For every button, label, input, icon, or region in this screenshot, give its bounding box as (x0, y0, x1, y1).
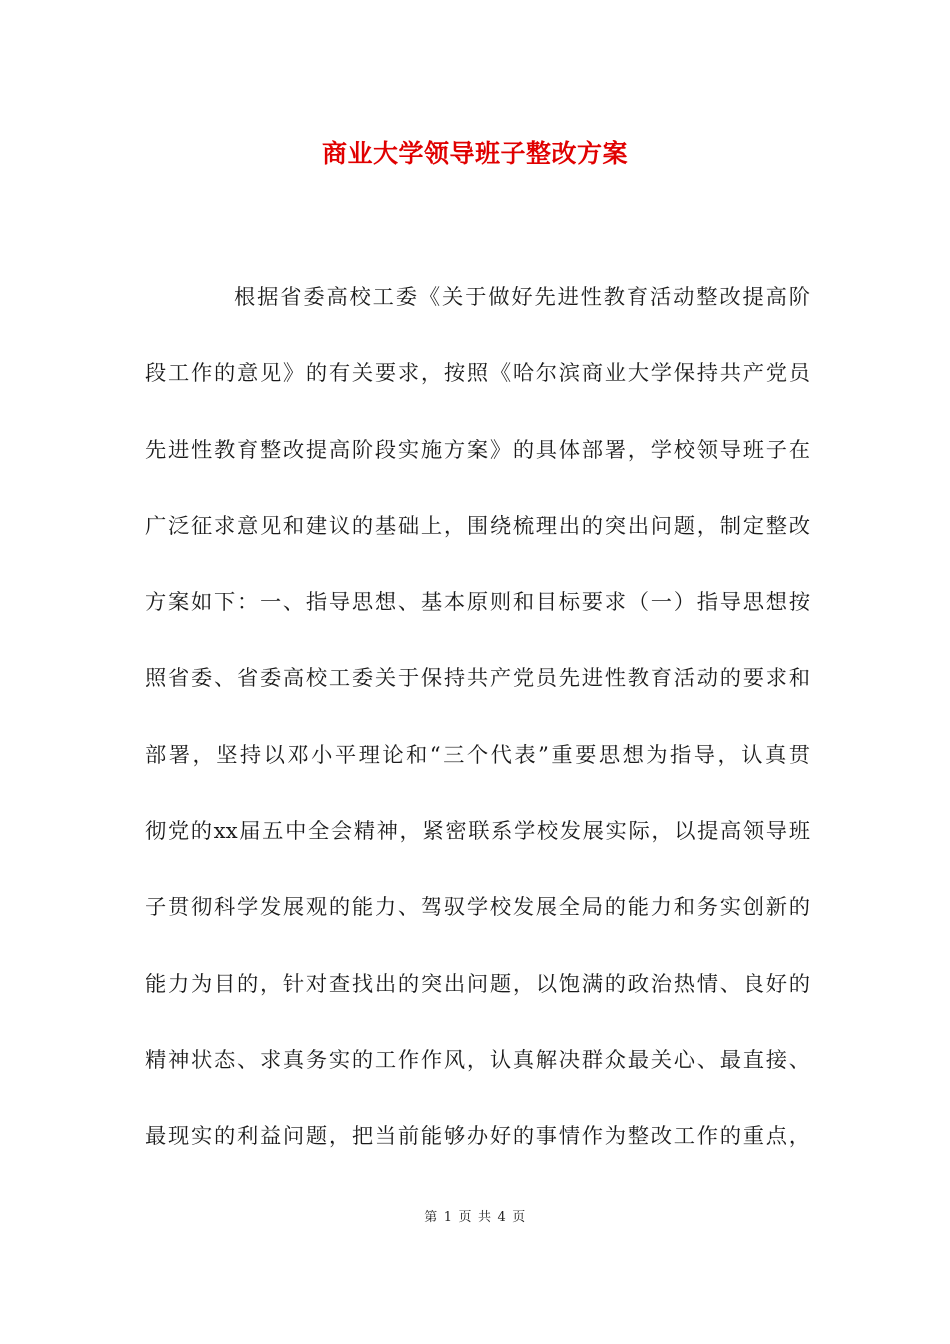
body-line: 方案如下：一、指导思想、基本原则和目标要求（一）指导思想按 (145, 590, 810, 616)
footer-total-pages: 4 (497, 1210, 507, 1225)
footer-total-label: 共 (478, 1210, 492, 1225)
body-line: 最现实的利益问题，把当前能够办好的事情作为整改工作的重点， (145, 1124, 810, 1150)
footer-current-page: 1 (443, 1210, 453, 1225)
body-line: 根据省委高校工委《关于做好先进性教育活动整改提高阶 (234, 285, 810, 310)
page-footer (0, 1206, 950, 1225)
body-line: 彻党的xx届五中全会精神，紧密联系学校发展实际，以提高领导班 (145, 819, 810, 845)
body-line: 部署，坚持以邓小平理论和“三个代表”重要思想为指导，认真贯 (145, 742, 810, 768)
document-body (145, 276, 810, 1192)
footer-page-unit: 页 (458, 1210, 472, 1225)
body-line: 照省委、省委高校工委关于保持共产党员先进性教育活动的要求和 (145, 666, 810, 692)
body-line: 子贯彻科学发展观的能力、驾驭学校发展全局的能力和务实创新的 (145, 895, 810, 921)
body-line: 广泛征求意见和建议的基础上，围绕梳理出的突出问题，制定整改 (145, 513, 810, 539)
body-line: 精神状态、求真务实的工作作风，认真解决群众最关心、最直接、 (145, 1047, 810, 1073)
footer-page-label: 第 (424, 1210, 438, 1225)
footer-total-unit: 页 (512, 1210, 526, 1225)
body-line: 能力为目的，针对查找出的突出问题，以饱满的政治热情、良好的 (145, 971, 810, 997)
body-line: 段工作的意见》的有关要求，按照《哈尔滨商业大学保持共产党员 (145, 361, 810, 387)
body-line: 先进性教育整改提高阶段实施方案》的具体部署，学校领导班子在 (145, 437, 810, 463)
document-title: 商业大学领导班子整改方案 (321, 139, 628, 168)
